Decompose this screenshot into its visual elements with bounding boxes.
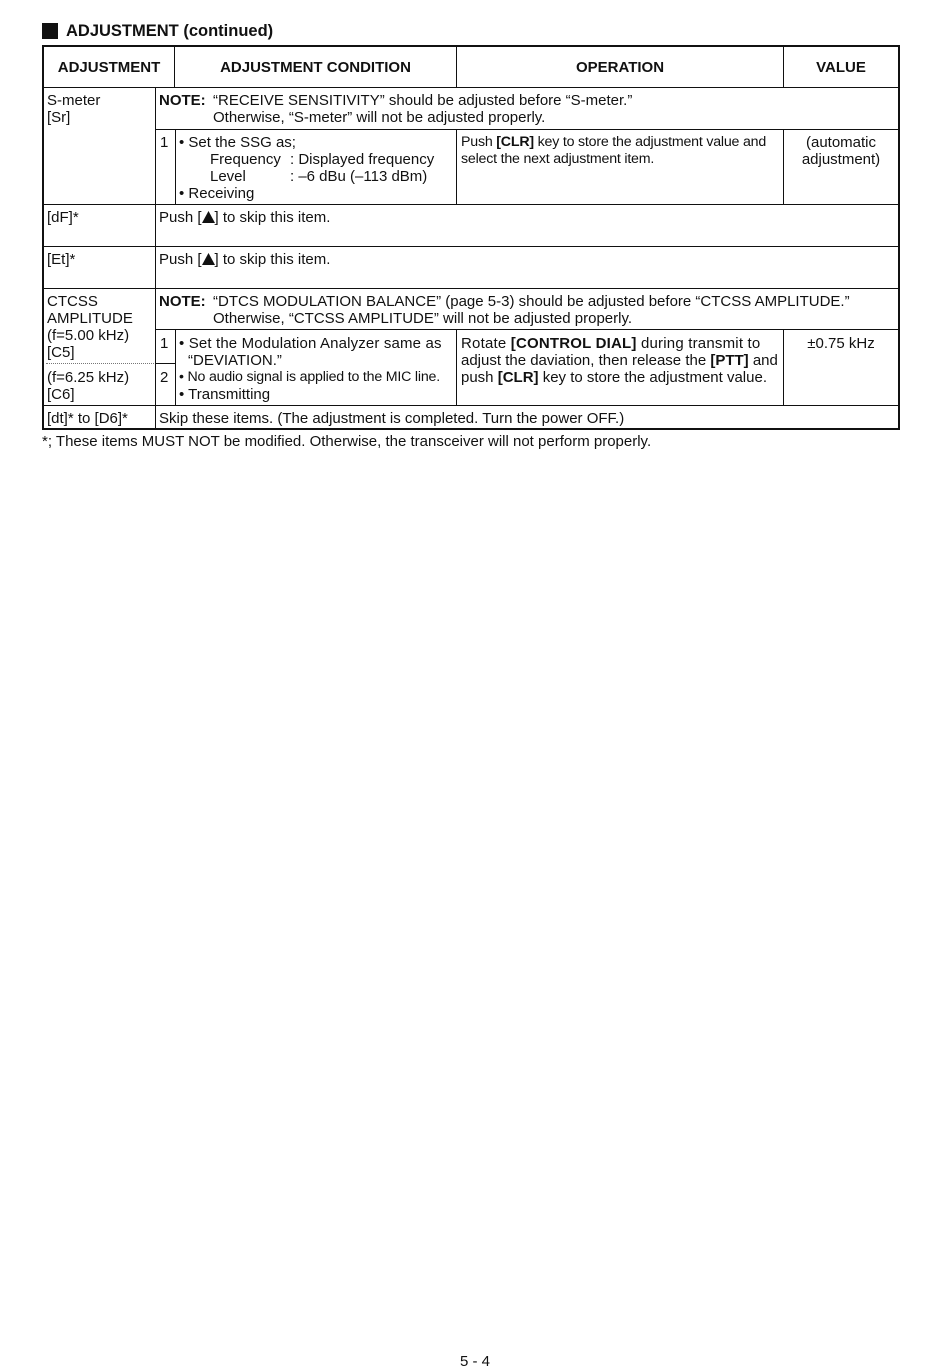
ctcss-operation-line3: push [CLR] key to store the adjustment value.: [461, 369, 767, 386]
smeter-frequency-label: Frequency: [210, 151, 281, 168]
smeter-level-label: Level: [210, 168, 246, 185]
section-heading: [42, 21, 273, 41]
ctcss-frequency-2: (f=6.25 kHz): [47, 369, 130, 386]
adjustment-table: [42, 45, 900, 430]
et-code: [Et]*: [47, 251, 76, 268]
smeter-frequency-value: : Displayed frequency: [290, 151, 435, 168]
header-rule: [44, 87, 898, 88]
ctcss-operation-line2: adjust the daviation, then release the [PTT] and: [461, 352, 778, 369]
df-code: [dF]*: [47, 209, 79, 226]
df-bottom-rule: [44, 246, 898, 247]
smeter-note-line1: “RECEIVE SENSITIVITY” should be adjusted before “S-meter.”: [213, 92, 633, 109]
smeter-bottom-rule: [44, 204, 898, 205]
ctcss-code-1: [C5]: [47, 344, 75, 361]
clr-key-label: [CLR]: [496, 134, 534, 150]
ctcss-condition-line1: • Set the Modulation Analyzer same as: [179, 335, 442, 352]
section-heading-text: ADJUSTMENT (continued): [66, 21, 274, 40]
ctcss-dotted-rule: [46, 363, 154, 364]
ctcss-condition-line4: • Transmitting: [179, 386, 271, 403]
column-header-adjustment: ADJUSTMENT: [57, 59, 161, 76]
ctcss-note-rule: [156, 329, 898, 330]
smeter-op-vline: [456, 129, 457, 204]
ctcss-op-vline: [456, 329, 457, 405]
footnote: *; These items MUST NOT be modified. Otherwise, the transceiver will not perform properly.: [42, 433, 652, 450]
step-split-rule: [156, 363, 176, 364]
ctcss-condition-line2: “DEVIATION.”: [188, 352, 282, 369]
smeter-note-rule: [156, 129, 898, 130]
smeter-value-line2: adjustment): [801, 151, 881, 168]
control-dial-key-label: [CONTROL DIAL]: [510, 335, 637, 352]
smeter-step-number: 1: [160, 134, 169, 151]
ctcss-name-line1: CTCSS: [47, 293, 98, 310]
ctcss-bottom-rule: [44, 405, 898, 406]
ctcss-frequency-1: (f=5.00 kHz): [47, 327, 130, 344]
final-row-code: [dt]* to [D6]*: [47, 410, 128, 427]
smeter-condition-line4: • Receiving: [179, 185, 255, 202]
smeter-code: [Sr]: [47, 109, 71, 126]
smeter-operation-line2: select the next adjustment item.: [461, 151, 655, 167]
ptt-key-label: [PTT]: [710, 352, 749, 369]
ctcss-note-line1: “DTCS MODULATION BALANCE” (page 5-3) should be adjusted before “CTCSS AMPLITUDE.”: [213, 293, 850, 310]
smeter-value-line1: (automatic: [805, 134, 877, 151]
smeter-condition-line1: • Set the SSG as;: [179, 134, 296, 151]
column-header-operation: OPERATION: [575, 59, 665, 76]
ctcss-value: ±0.75 kHz: [807, 335, 875, 352]
df-instruction: Push [ ] to skip this item.: [159, 209, 331, 226]
page-number: 5 - 4: [459, 1353, 490, 1370]
ctcss-step-2: 2: [160, 369, 169, 386]
up-triangle-icon: [202, 211, 215, 223]
smeter-note-label: NOTE:: [159, 92, 206, 109]
column-header-value: VALUE: [816, 59, 866, 76]
ctcss-operation-line1: Rotate [CONTROL DIAL] during transmit to: [461, 335, 761, 352]
ctcss-condition-line3: • No audio signal is applied to the MIC line.: [179, 369, 440, 385]
black-square-icon: [42, 23, 58, 39]
clr-key-label: [CLR]: [497, 369, 539, 386]
final-row-text: Skip these items. (The adjustment is completed. Turn the power OFF.): [159, 410, 625, 427]
up-triangle-icon: [202, 253, 215, 265]
ctcss-note-line2: Otherwise, “CTCSS AMPLITUDE” will not be adjusted properly.: [213, 310, 633, 327]
column-header-condition: ADJUSTMENT CONDITION: [220, 59, 411, 76]
et-instruction: Push [ ] to skip this item.: [159, 251, 331, 268]
smeter-operation-line1: Push [CLR] key to store the adjustment value and: [461, 134, 767, 150]
smeter-step-vline: [175, 129, 176, 204]
smeter-note-line2: Otherwise, “S-meter” will not be adjusted properly.: [213, 109, 546, 126]
et-bottom-rule: [44, 288, 898, 289]
ctcss-note-label: NOTE:: [159, 293, 206, 310]
smeter-name: S-meter: [47, 92, 101, 109]
ctcss-name-line2: AMPLITUDE: [47, 310, 133, 327]
smeter-level-value: : –6 dBu (–113 dBm): [290, 168, 428, 185]
ctcss-code-2: [C6]: [47, 386, 75, 403]
adjustment-col-vline: [155, 87, 156, 428]
ctcss-step-1: 1: [160, 335, 169, 352]
ctcss-step-vline: [175, 329, 176, 405]
